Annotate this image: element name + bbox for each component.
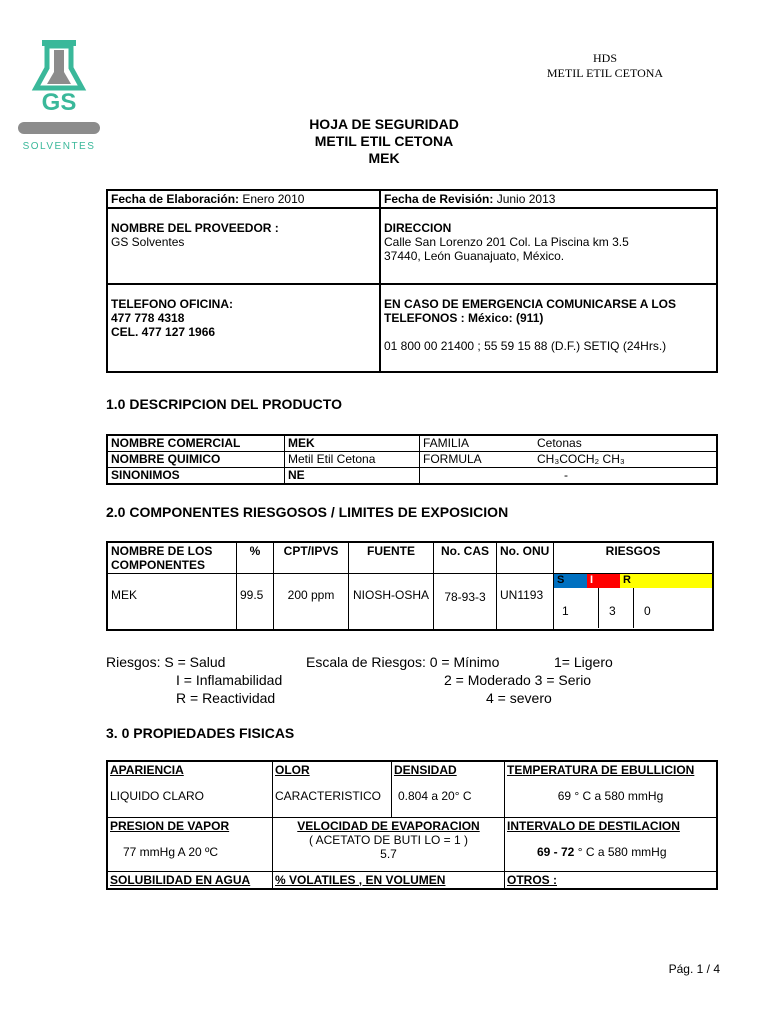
table-row: NOMBRE COMERCIAL MEK FAMILIA Cetonas (107, 435, 717, 452)
title-line-3: MEK (368, 150, 400, 166)
logo-subtitle: SOLVENTES (22, 141, 96, 152)
presion-cell: PRESION DE VAPOR 77 mmHg A 20 ºC (107, 817, 273, 871)
table-row: SINONIMOS NE - (107, 468, 717, 485)
risk-i-value: 3 (599, 588, 634, 628)
destilacion-cell: INTERVALO DE DESTILACION 69 - 72 ° C a 580 mmHg (505, 817, 718, 871)
risk-r-value: 0 (644, 604, 651, 618)
densidad-cell: DENSIDAD 0.804 a 20° C (392, 761, 505, 817)
table-row: MEK 99.5 200 ppm NIOSH-OSHA 78-93-3 UN1193 S I R 1 3 0 (107, 574, 713, 630)
table-row (107, 817, 717, 871)
risk-s-value: 1 (554, 588, 599, 628)
doc-header (535, 51, 675, 81)
proveedor-cell: NOMBRE DEL PROVEEDOR : GS Solventes (107, 208, 380, 284)
doc-product: METIL ETIL CETONA (546, 66, 664, 80)
physical-properties-table (106, 760, 718, 890)
doc-code: HDS (592, 51, 617, 65)
risk-legend: Riesgos: S = Salud I = Inflamabilidad R = Reactividad Escala de Riesgos: 0 = Mínimo 1= Ligero 2 = Moderado 3 = Serio 4 = severo (106, 654, 613, 706)
page-number: Pág. 1 / 4 (668, 962, 720, 976)
product-description-table (106, 434, 718, 485)
table-header-row: NOMBRE DE LOS COMPONENTES % CPT/IPVS FUENTE No. CAS No. ONU RIESGOS (107, 542, 713, 574)
section-1-heading: 1.0 DESCRIPCION DEL PRODUCTO (106, 396, 342, 412)
table-row: SOLUBILIDAD EN AGUA % VOLATILES , EN VOLUMEN OTROS : (107, 871, 717, 889)
risk-s-header: S (554, 574, 587, 588)
logo-text: GS (41, 89, 77, 116)
telefono-cell: TELEFONO OFICINA: 477 778 4318 CEL. 477 127 1966 (107, 284, 380, 372)
velocidad-cell: VELOCIDAD DE EVAPORACION ( ACETATO DE BUTI LO = 1 ) 5.7 (273, 817, 505, 871)
emergencia-cell: EN CASO DE EMERGENCIA COMUNICARSE A LOS TELEFONOS : México: (911) 01 800 00 21400 ; 55 59 15 88 (D.F.) SETIQ (24Hrs.) (380, 284, 717, 372)
page-title (0, 116, 768, 167)
supplier-info-table (106, 189, 718, 373)
title-line-2: METIL ETIL CETONA (314, 133, 454, 149)
olor-cell: OLOR CARACTERISTICO (273, 761, 392, 817)
risk-r-header: R (620, 574, 712, 588)
section-2-heading: 2.0 COMPONENTES RIESGOSOS / LIMITES DE EXPOSICION (106, 504, 509, 520)
risk-i-header: I (587, 574, 620, 588)
components-table (106, 541, 714, 631)
fecha-revision: Fecha de Revisión: Junio 2013 (380, 190, 717, 208)
table-row: NOMBRE QUIMICO Metil Etil Cetona FORMULA CH₃COCH₂ CH₃ (107, 452, 717, 468)
title-line-1: HOJA DE SEGURIDAD (309, 116, 459, 132)
fecha-elaboracion: Fecha de Elaboración: Enero 2010 (107, 190, 380, 208)
apariencia-cell: APARIENCIA LIQUIDO CLARO (107, 761, 273, 817)
section-3-heading: 3. 0 PROPIEDADES FISICAS (106, 725, 295, 741)
table-row (107, 761, 717, 817)
risk-cell (554, 574, 714, 630)
direccion-cell: DIRECCION Calle San Lorenzo 201 Col. La Piscina km 3.5 37440, León Guanajuato, México. (380, 208, 717, 284)
ebullicion-cell: TEMPERATURA DE EBULLICION 69 ° C a 580 mmHg (505, 761, 718, 817)
